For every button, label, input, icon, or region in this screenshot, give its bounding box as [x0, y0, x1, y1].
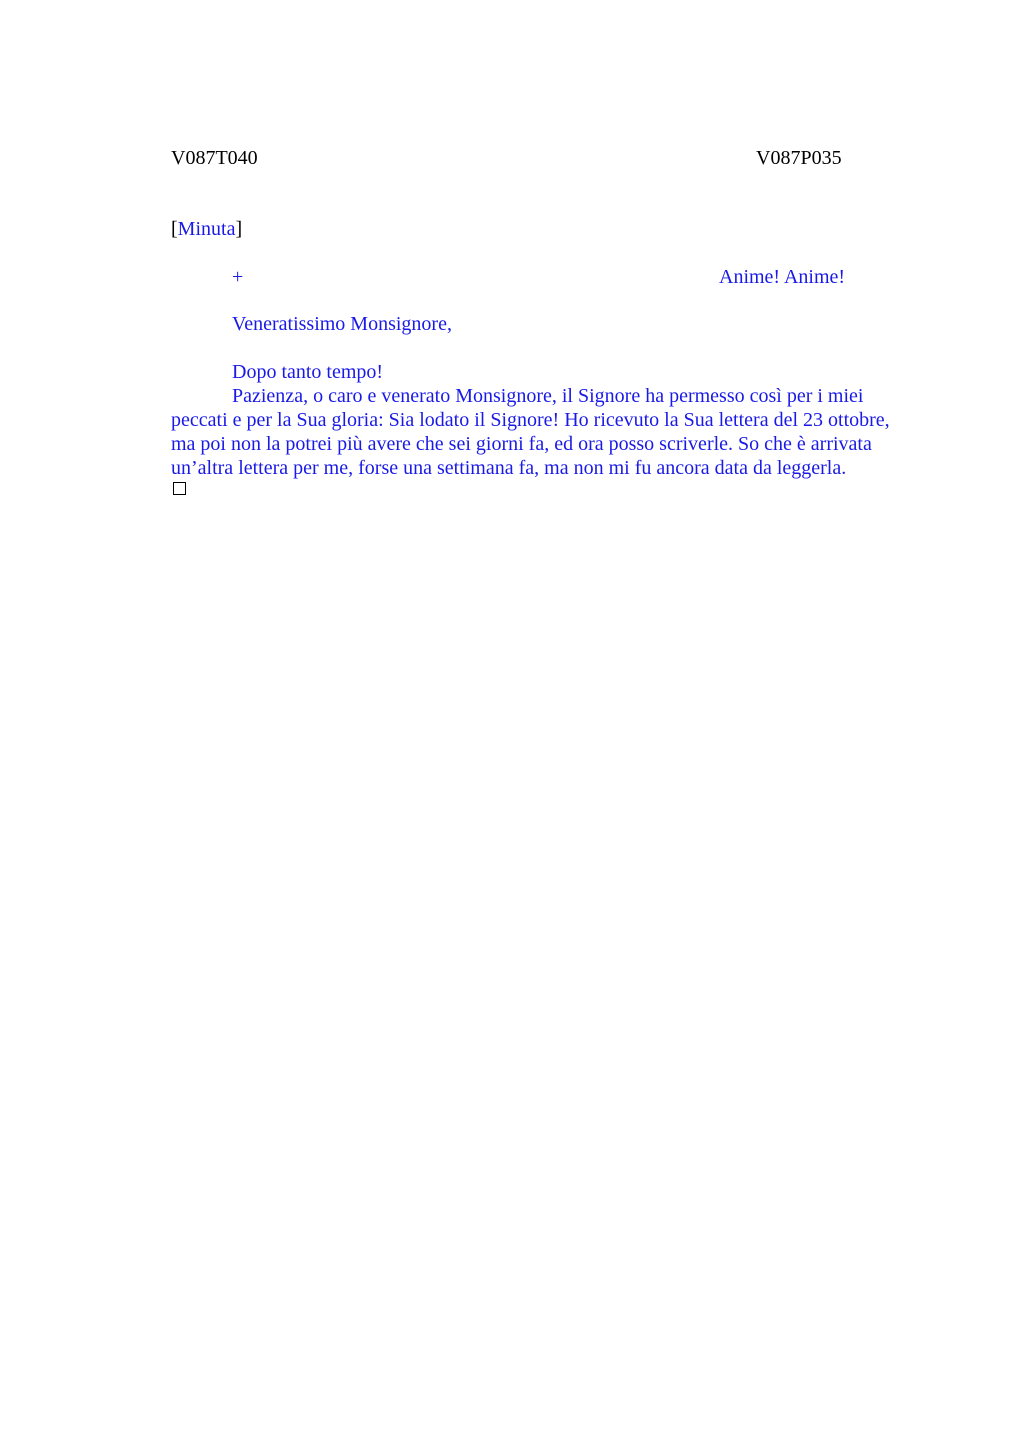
paragraph: Pazienza, o caro e venerato Monsignore, il Signore ha permesso così per i miei peccati e per la Sua gloria: Sia lodato il Signore! Ho ricevuto la Sua lettera del 23 ottobre, ma poi non la potrei più avere che sei giorni fa, ed ora posso scriverle. So che è arrivata un’altra lettera per me, forse una settimana fa, ma non mi fu ancora data da leggerla.	[171, 385, 890, 479]
letter-body	[171, 360, 917, 480]
minuta-close-bracket: ]	[235, 218, 243, 240]
minuta-label	[171, 217, 242, 241]
motto: Anime! Anime!	[719, 266, 846, 288]
minuta-text: Minuta	[177, 218, 236, 240]
minuta-open-bracket: [	[171, 218, 178, 240]
end-marker-box	[173, 482, 186, 495]
cross-mark: +	[232, 266, 244, 288]
paragraph: Dopo tanto tempo!	[232, 361, 384, 383]
salutation: Veneratissimo Monsignore,	[232, 313, 452, 335]
document-code-left: V087T040	[171, 147, 258, 169]
document-code-right: V087P035	[756, 147, 842, 169]
